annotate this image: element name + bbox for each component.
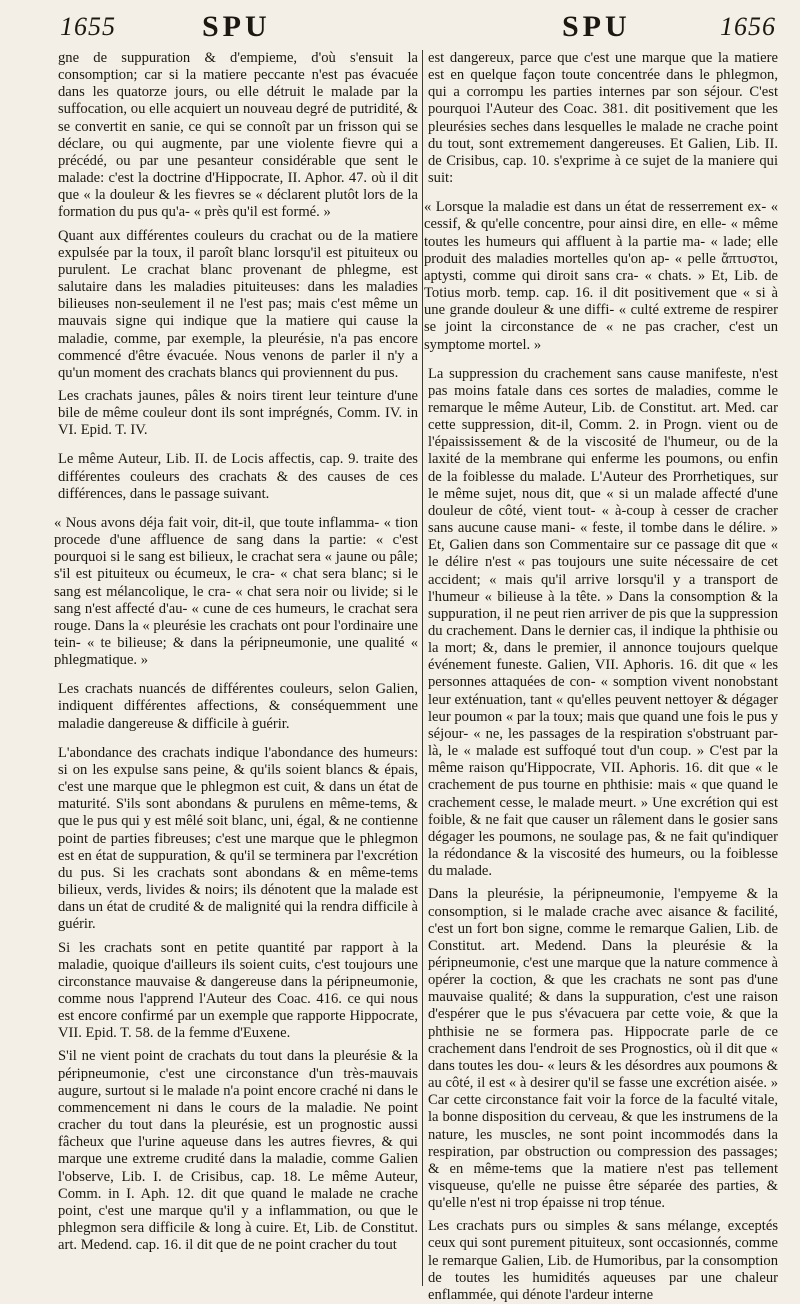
paragraph: Le même Auteur, Lib. II. de Locis affectis, cap. 9. traite des différentes couleurs des crachats & des causes de ces différences, dans le passage suivant.: [58, 451, 418, 502]
paragraph: Les crachats jaunes, pâles & noirs tirent leur teinture d'une bile de même couleur dont ils sont imprégnés, Comm. IV. in VI. Epid. T. IV.: [58, 387, 418, 439]
paragraph: Les crachats purs ou simples & sans mélange, exceptés ceux qui sont purement pituiteux, sont occasionnés, comme le remarque Galien, Lib. de Humoribus, par la consomption de toutes les humidités aqueuses par une chaleur enflammée, qui dénote l'ardeur interne: [428, 1218, 778, 1303]
right-running-head: SPU: [562, 10, 631, 43]
paragraph: gne de suppuration & d'empieme, d'où s'ensuit la consomption; car si la matiere peccante n'est pas évacuée dans les quatorze jours, ou elle détruit le malade par la suffocation, ou elle acquiert un nouveau degré de putridité, & se convertit en sanie, ce qui se connoît par un frisson qui se déclare, ou qui augmente, par une violente fievre qui a précédé, ou par une pesanteur considérable que sent le malade: c'est la doctrine d'Hippocrate, II. Aphor. 47. où il dit que « la douleur & les fievres se « déclarent plutôt lors de la formation du pus qu'a- « près qu'il est formé. »: [58, 50, 418, 221]
page-header: [32, 10, 776, 50]
left-column: [54, 50, 418, 1286]
paragraph: Dans la pleurésie, la péripneumonie, l'empyeme & la consomption, si le malade crache avec aisance & facilité, c'est un fort bon signe, comme le remarque Galien, Lib. de Constitut. art. Medend. Dans la pleurésie & la péripneumonie, c'est une marque que la nature commence à opérer la coction, & que les crachats ne sont pas d'une mauvaise qualité; & dans la suppuration, c'est une raison d'espérer que le pus s'évacuera par cette voie, & que la phthisie ne se formera pas. Hippocrate parle de ce crachement dans l'endroit de ses Prognostics, où il dit que « dans toutes les dou- « leurs & les désordres aux poumons & au côté, il est « à desirer qu'il se fasse une excrétion aisée. » Car cette circonstance fait voir la force de la faculté vitale, la bonne disposition du cerveau, & que les instrumens de la nature, les muscles, ne sont point incommodés dans la respiration, par obstruction ou compression des passages; & en même-tems que la matiere n'est pas tellement visqueuse, qu'elle ne puisse être séparée des parties, & qu'elle n'est ni trop épaisse ni trop ténue.: [428, 886, 778, 1212]
left-page-number: 1655: [60, 12, 116, 41]
paragraph: est dangereux, parce que c'est une marque que la matiere est en quelque façon toute concentrée dans le phlegmon, qui a corrompu les parties internes par son séjour. C'est pourquoi l'Auteur des Coac. 381. dit positivement que les pleurésies seches dans lesquelles le malade ne crache point du tout, sont extremement dangereuses. Et Galien, Lib. II. de Crisibus, cap. 10. s'exprime à ce sujet de la maniere qui suit:: [428, 50, 778, 187]
paragraph: Quant aux différentes couleurs du crachat ou de la matiere expulsée par la toux, il paroît blanc lorsqu'il est pituiteux ou purulent. Le crachat blanc provenant de phlegme, est salutaire dans les maladies pituiteuses: dans les maladies bilieuses non-seulement il ne l'est pas; mais c'est même un mauvais signe qui indique que la matiere qui cause la maladie, comme, par exemple, la pleurésie, n'a pas encore commencé d'être évacuée. Nous venons de parler il n'y a qu'un moment des crachats blancs qui proviennent du pus.: [58, 227, 418, 381]
paragraph: Si les crachats sont en petite quantité par rapport à la maladie, quoique d'ailleurs ils soient cuits, c'est toujours une circonstance mauvaise & dangereuse dans la péripneumonie, comme nous l'apprend l'Auteur des Coac. 416. ce qui nous est encore confirmé par un exemple que rapporte Hippocrate, VII. Epid. T. 58. de la femme d'Euxene.: [58, 939, 418, 1042]
paragraph: Les crachats nuancés de différentes couleurs, selon Galien, indiquent différentes affections, & conséquemment une maladie dangereuse & difficile à guérir.: [58, 681, 418, 732]
left-running-head: SPU: [202, 10, 271, 43]
right-column: [424, 50, 778, 1303]
quotation: « Nous avons déja fait voir, dit-il, que toute inflamma- « tion procede d'une affluence de sang dans la partie: « c'est pourquoi si le sang est bilieux, le crachat sera « jaune ou pâle; s'il est pituiteux ou écumeux, le cra- « chat sera blanc; si le sang est mélancolique, le cra- « chat sera noir ou livide; si le sang n'est affecté d'au- « cune de ces humeurs, le crachat sera rouge. Dans la « pleurésie les crachats ont pour l'ordinaire une tein- « te bilieuse; & dans la péripneumonie, une qualité « phlegmatique. »: [54, 514, 418, 669]
column-divider: [422, 50, 423, 1286]
quotation: « Lorsque la maladie est dans un état de resserrement ex- « cessif, & qu'elle concentre, pour ainsi dire, en elle- « même toutes les humeurs qui affluent à la partie ma- « lade; elle produit des maladies mortelles qu'on ap- « pelle ἄπτυστοι, aptysti, comme qui diroit sans cra- « chats. » Et, Lib. de Totius morb. temp. cap. 16. il dit positivement que « si à une grande douleur & une diffi- « culté extreme de respirer se joint la circonstance de « ne pas cracher, c'est un symptome mortel. »: [424, 199, 778, 353]
paragraph: S'il ne vient point de crachats du tout dans la pleurésie & la péripneumonie, c'est une circonstance d'un très-mauvais augure, surtout si le malade n'a point encore craché ni dans le commencement ni dans le cours de la maladie. Ne point cracher du tout dans la pleurésie, est un prognostic aussi fâcheux que l'urine aqueuse dans les autres fievres, & qui marque une extreme crudité dans la maladie, comme Galien l'observe, Lib. I. de Crisibus, cap. 18. Le même Auteur, Comm. in I. Aph. 12. dit que quand le malade ne crache point, c'est une marque qu'il y a inflammation, ou que le phlegmon sera difficile & long à cuire. Et, Lib. de Constitut. art. Medend. cap. 16. il dit que de ne point cracher du tout: [58, 1048, 418, 1254]
right-page-number: 1656: [720, 12, 776, 41]
paragraph: La suppression du crachement sans cause manifeste, n'est pas moins fatale dans ces sortes de maladies, comme le remarque le même Auteur, Lib. de Constitut. art. Med. car cette suppression, dit-il, Comm. 2. in Progn. vient ou de l'épaississement & de la viscosité de l'humeur, ou de la laxité de la membrane qui enferme les poumons, ou enfin de la foiblesse du malade. L'Auteur des Prorrhetiques, sur le même sujet, nous dit, que « si un malade affecté d'une douleur de côté, vient tout- « à-coup à cesser de cracher sans aucune cause mani- « feste, il tombe dans le délire. » Et, Galien dans son Commentaire sur ce passage dit que « le délire n'est « pas toujours une suite nécessaire de cet accident; « mais qu'il arrive lorsqu'il y a transport de l'humeur « bilieuse à la tête. » Dans la consomption & la suppuration, il ne peut rien arriver de pis que la suppression du crachement. Dans le dernier cas, il indique la phthisie ou la mort; &, dans le premier, il annonce toujours quelque événement funeste. Galien, VII. Aphoris. 16. dit que « les personnes attaquées de con- « somption vivent nonobstant leur exténuation, tant « qu'elles peuvent nettoyer & dégager leur poumon « par la toux; mais que quand une fois le pus y séjour- « ne, les passages de la respiration s'obstruant par-là, le « malade est suffoqué tout d'un coup. » C'est par la même raison qu'Hippocrate, VII. Aphoris. 16. dit que « le crachement de pus tourne en phthisie: mais « que quand le crachement cesse, le malade meurt. » Une excrétion qui est foible, & ne fait que causer un râlement dans le gosier sans dégager les poumons, ne soulage pas, & ne fait qu'indiquer la rédondance & la viscosité des humeurs, ou la foiblesse du malade.: [428, 365, 778, 880]
paragraph: L'abondance des crachats indique l'abondance des humeurs: si on les expulse sans peine, & qu'ils soient blancs & épais, c'est une marque que le phlegmon est cuit, & dans un état de maturité. S'ils sont abondans & purulens en même-tems, & que le pus qui y est mêlé soit blanc, uni, égal, & ne contienne point de parties fibreuses; c'est une marque que le phlegmon est en état de suppuration, & qu'il se terminera par l'excrétion du pus. Si les crachats sont abondans & en même-tems bilieux, verds, livides & noirs; ils dénotent que la malade est dans un état de crudité & de malignité qui la rendra difficile à guérir.: [58, 744, 418, 933]
